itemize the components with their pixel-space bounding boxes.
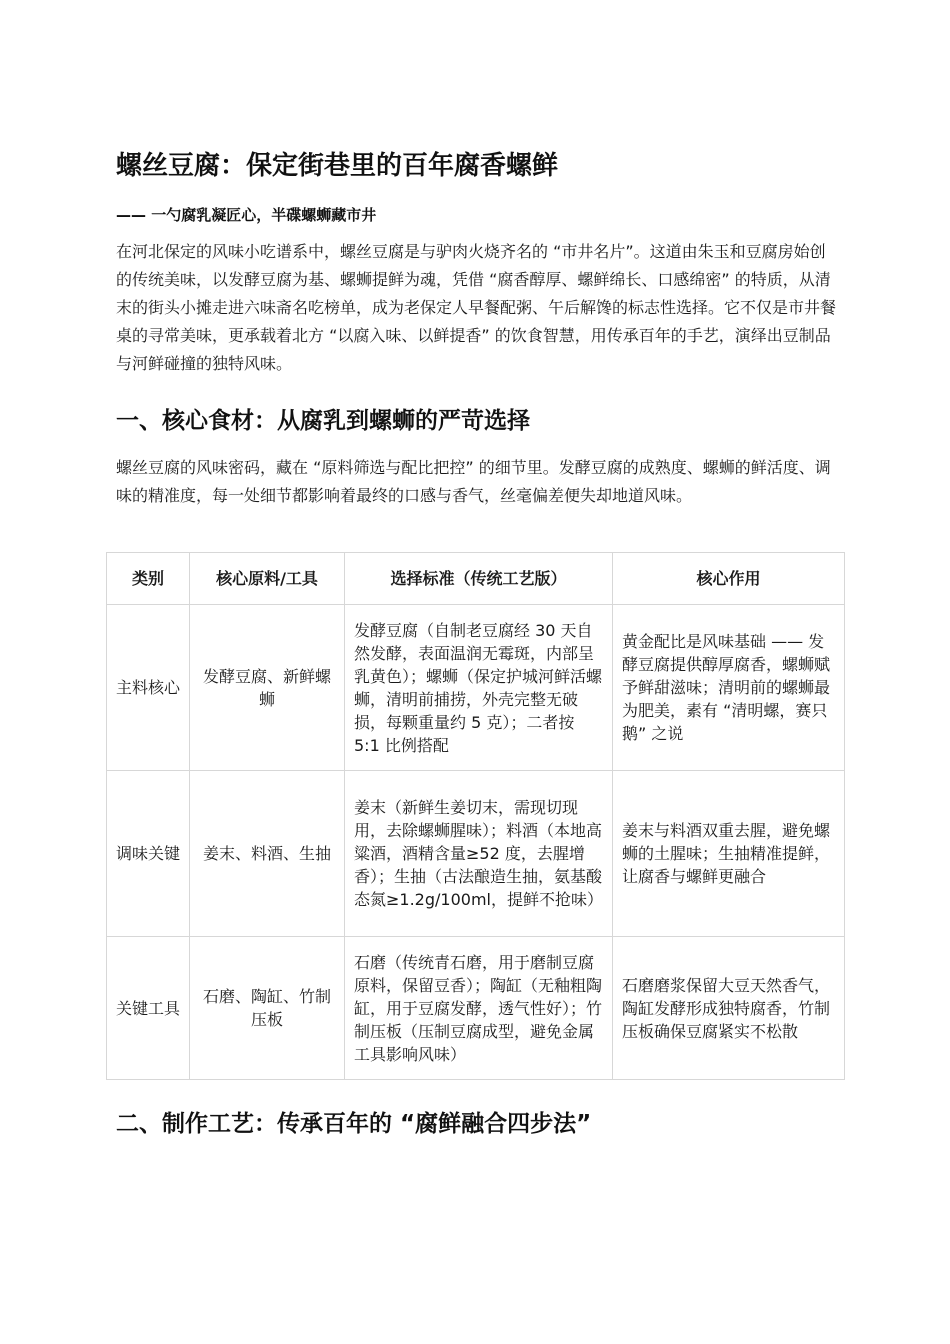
section-heading-ingredients: 一、核心食材：从腐乳到螺蛳的严苛选择 xyxy=(116,408,530,434)
cell-category: 主料核心 xyxy=(107,605,190,771)
cell-role: 姜末与料酒双重去腥，避免螺蛳的土腥味；生抽精准提鲜，让腐香与螺鲜更融合 xyxy=(613,771,845,937)
subtitle: —— 一勺腐乳凝匠心，半碟螺蛳藏市井 xyxy=(116,206,377,224)
cell-materials: 姜末、料酒、生抽 xyxy=(190,771,345,937)
table-row xyxy=(107,605,845,771)
table-header-row xyxy=(107,553,845,605)
table-row xyxy=(107,937,845,1080)
header-category: 类别 xyxy=(107,553,190,605)
page-title: 螺丝豆腐：保定街巷里的百年腐香螺鲜 xyxy=(116,151,559,181)
cell-category: 关键工具 xyxy=(107,937,190,1080)
header-standard: 选择标准（传统工艺版） xyxy=(345,553,613,605)
table-row xyxy=(107,771,845,937)
cell-standard: 石磨（传统青石磨，用于磨制豆腐原料，保留豆香）；陶缸（无釉粗陶缸，用于豆腐发酵，透气性好）；竹制压板（压制豆腐成型，避免金属工具影响风味） xyxy=(345,937,613,1080)
cell-materials: 石磨、陶缸、竹制压板 xyxy=(190,937,345,1080)
section-paragraph-ingredients: 螺丝豆腐的风味密码，藏在 “原料筛选与配比把控” 的细节里。发酵豆腐的成熟度、螺蛳的鲜活度、调味的精准度，每一处细节都影响着最终的口感与香气，丝毫偏差便失却地道风味。 xyxy=(116,458,831,505)
ingredients-table xyxy=(106,552,845,1080)
cell-standard: 发酵豆腐（自制老豆腐经 30 天自然发酵，表面温润无霉斑，内部呈乳黄色）；螺蛳（保定护城河鲜活螺蛳，清明前捕捞，外壳完整无破损，每颗重量约 5 克）；二者按 5:1 比例搭配 xyxy=(345,605,613,771)
header-role: 核心作用 xyxy=(613,553,845,605)
intro-paragraph: 在河北保定的风味小吃谱系中，螺丝豆腐是与驴肉火烧齐名的 “市井名片”。这道由朱玉和豆腐房始创的传统美味，以发酵豆腐为基、螺蛳提鲜为魂，凭借 “腐香醇厚、螺鲜绵长、口感绵密” 的特质，从清末的街头小摊走进六味斋名吃榜单，成为老保定人早餐配粥、午后解馋的标志性选择。它不仅是市井餐桌的寻常美味，更承载着北方 “以腐入味、以鲜提香” 的饮食智慧，用传承百年的手艺，演绎出豆制品与河鲜碰撞的独特风味。 xyxy=(116,242,837,373)
cell-materials: 发酵豆腐、新鲜螺蛳 xyxy=(190,605,345,771)
header-materials: 核心原料/工具 xyxy=(190,553,345,605)
cell-standard: 姜末（新鲜生姜切末，需现切现用，去除螺蛳腥味）；料酒（本地高粱酒，酒精含量≥52 度，去腥增香）；生抽（古法酿造生抽，氨基酸态氮≥1.2g/100ml，提鲜不抢味） xyxy=(345,771,613,937)
cell-role: 黄金配比是风味基础 —— 发酵豆腐提供醇厚腐香，螺蛳赋予鲜甜滋味；清明前的螺蛳最为肥美，素有 “清明螺，赛只鹅” 之说 xyxy=(613,605,845,771)
cell-category: 调味关键 xyxy=(107,771,190,937)
cell-role: 石磨磨浆保留大豆天然香气，陶缸发酵形成独特腐香，竹制压板确保豆腐紧实不松散 xyxy=(613,937,845,1080)
section-heading-process: 二、制作工艺：传承百年的 “腐鲜融合四步法” xyxy=(116,1111,592,1137)
